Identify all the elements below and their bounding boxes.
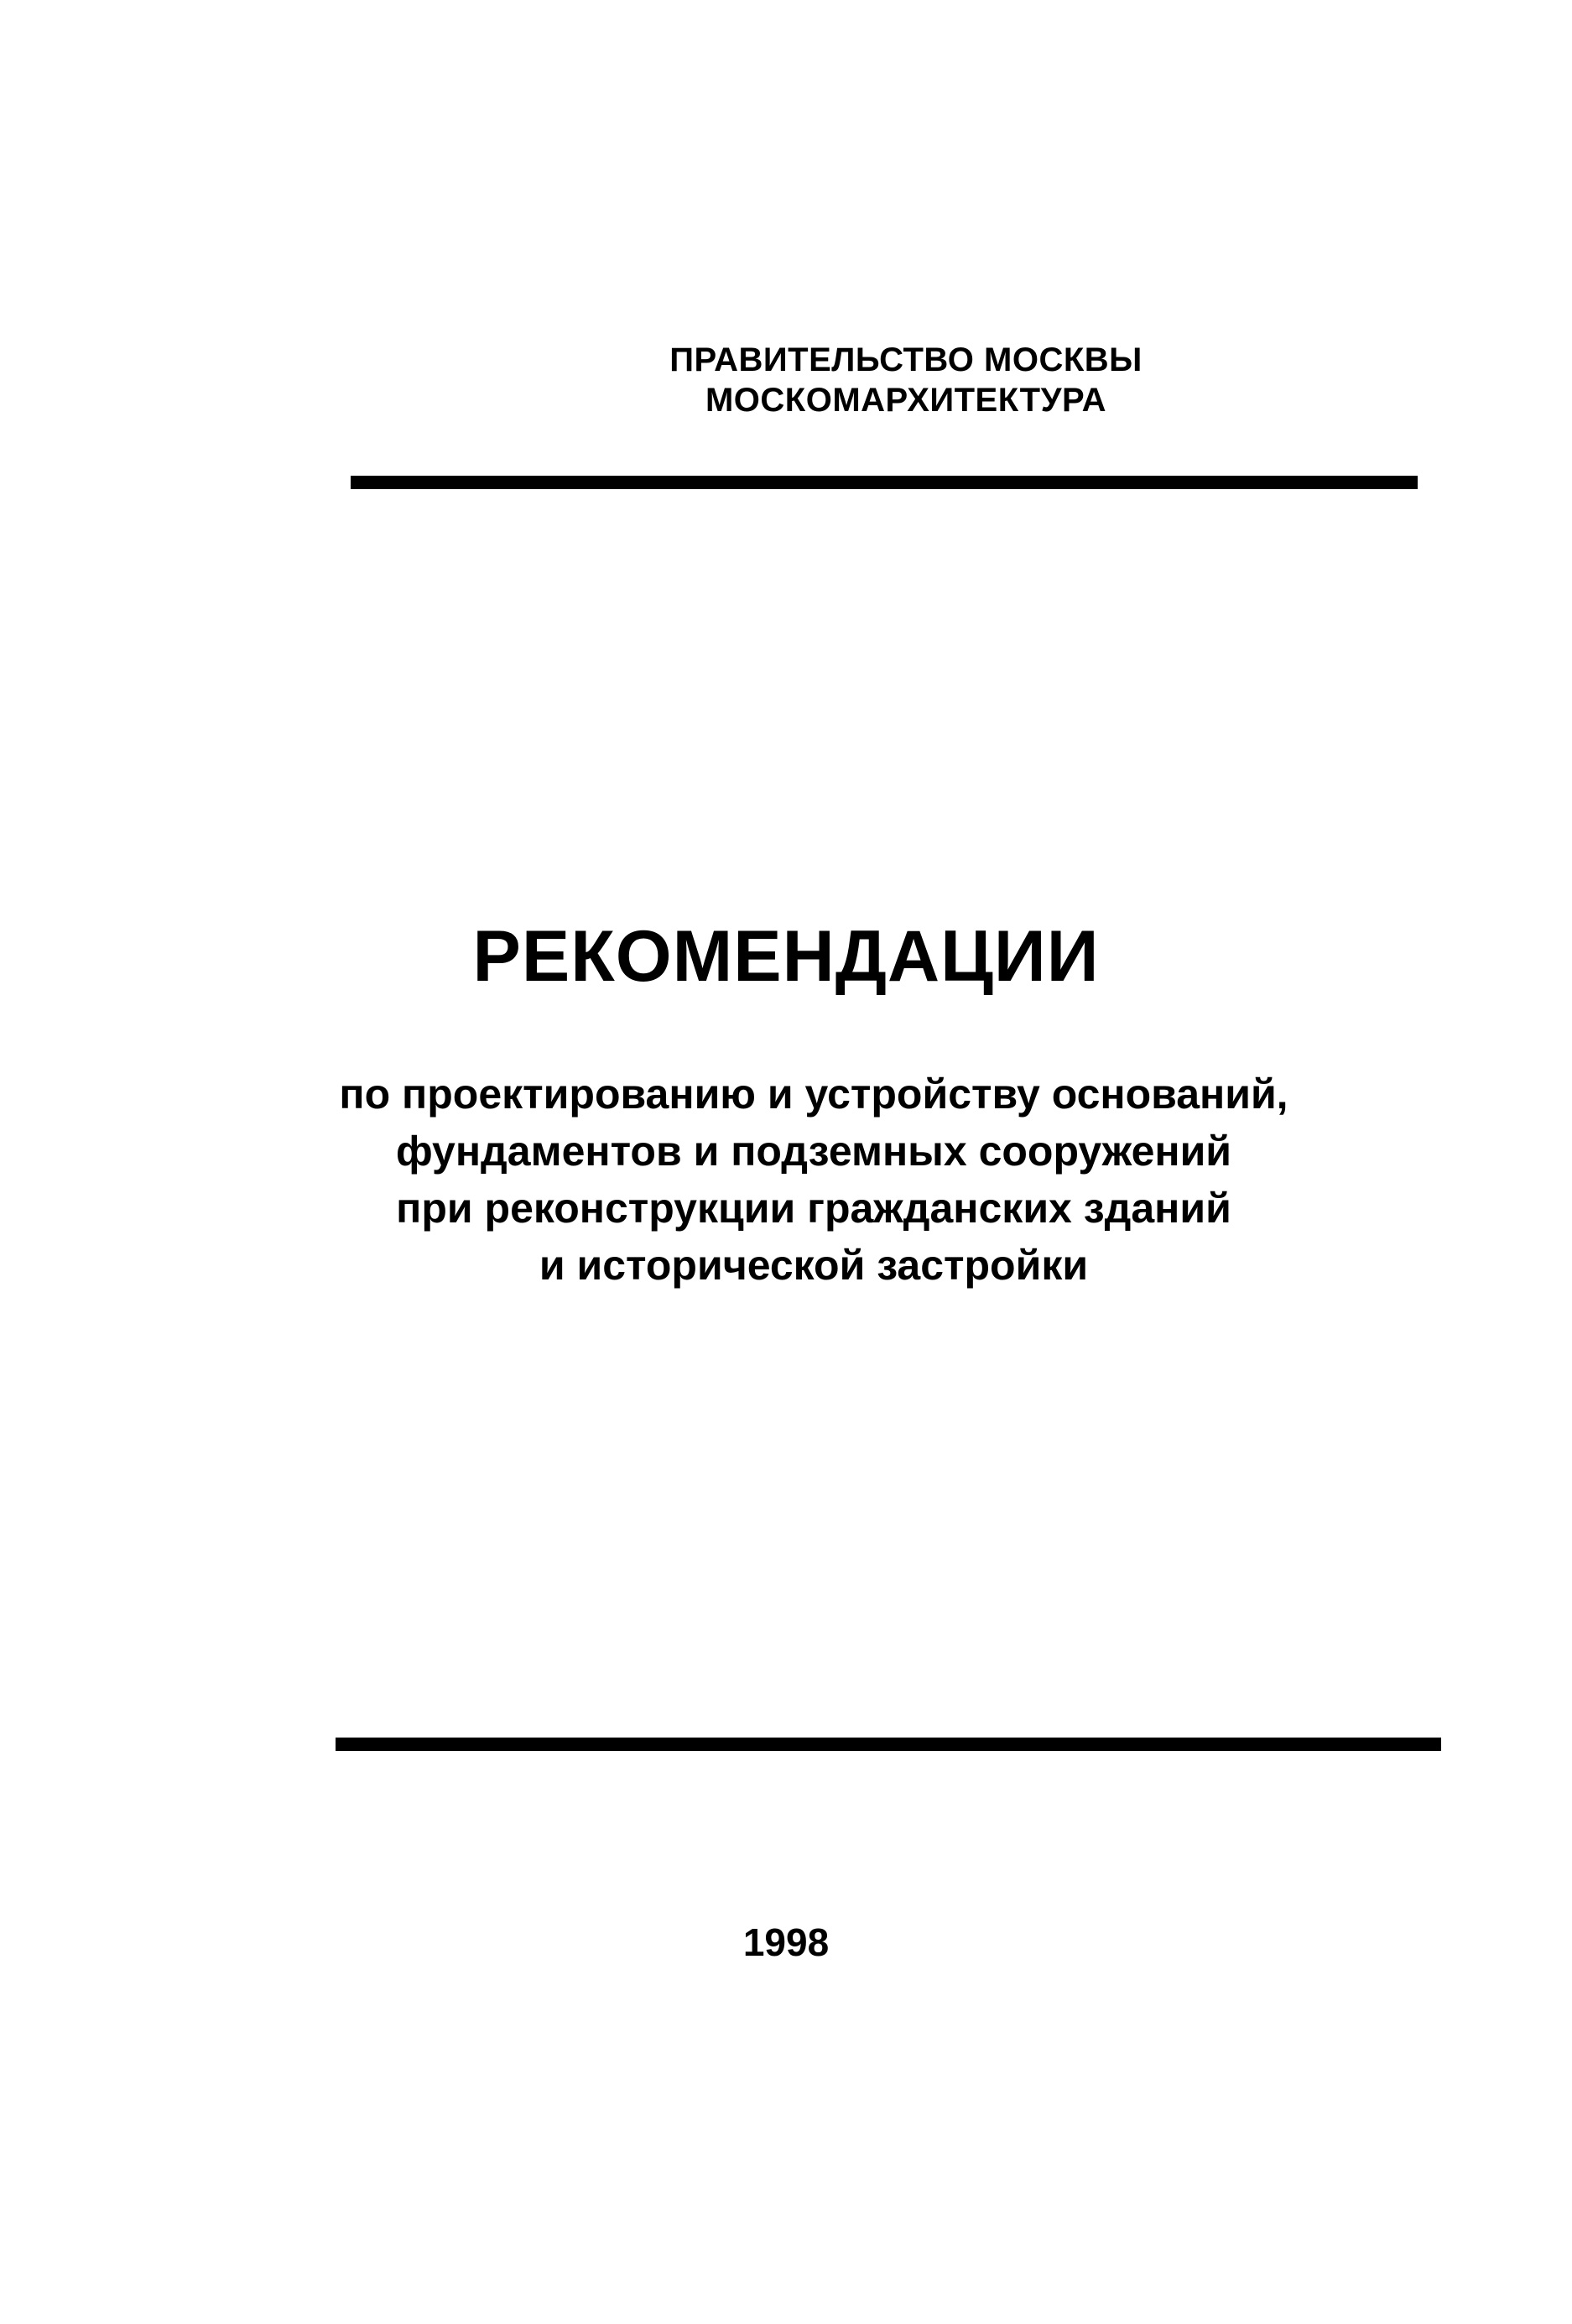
document-title: РЕКОМЕНДАЦИИ (472, 916, 1100, 997)
top-divider-rule (351, 476, 1418, 489)
government-name: ПРАВИТЕЛЬСТВО МОСКВЫ (669, 341, 1143, 378)
issuing-organization (621, 340, 1191, 420)
subtitle-line: и исторической застройки (539, 1242, 1089, 1289)
publication-year: 1998 (742, 1920, 830, 1964)
subtitle-line: по проектированию и устройству оснований, (339, 1071, 1288, 1118)
subtitle-line: фундаментов и подземных сооружений (395, 1128, 1232, 1175)
agency-name: МОСКОМАРХИТЕКТУРА (705, 382, 1107, 419)
bottom-divider-rule (336, 1738, 1441, 1751)
document-subtitle (285, 1066, 1342, 1294)
subtitle-line: при реконструкции гражданских зданий (396, 1185, 1231, 1232)
